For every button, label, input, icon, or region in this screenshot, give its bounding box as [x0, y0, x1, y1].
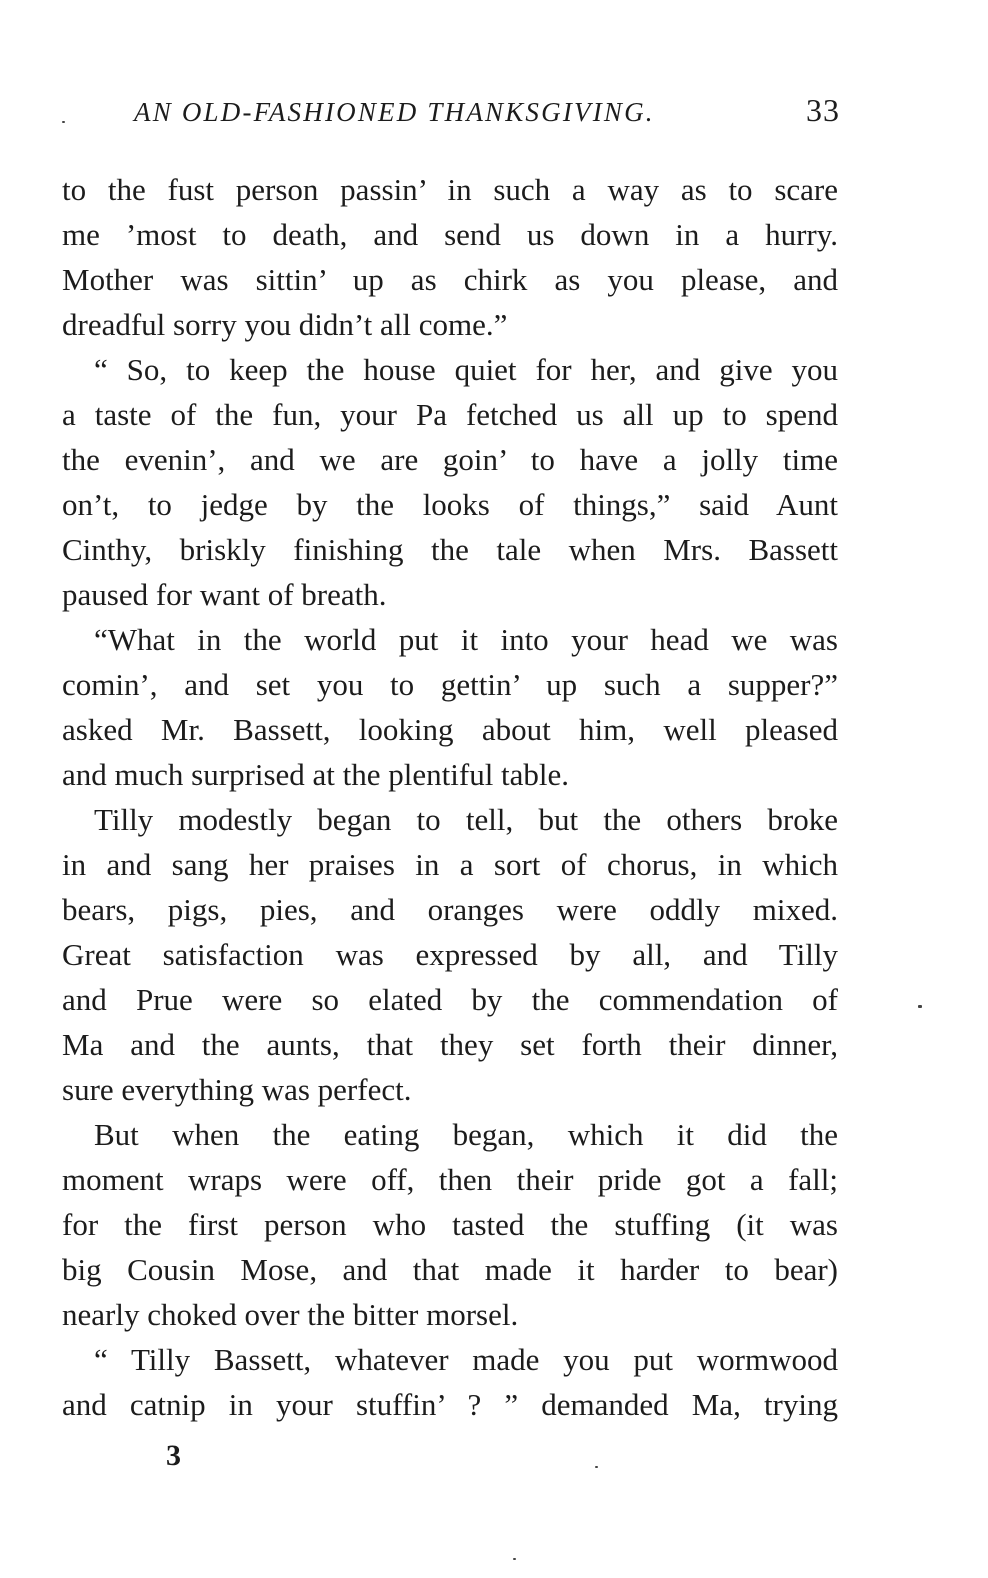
text-line: But when the eating began, which it did the: [94, 1117, 838, 1152]
running-title: AN OLD-FASHIONED THANKSGIVING.: [134, 97, 655, 127]
text-line: paused for want of breath.: [62, 577, 387, 612]
text-line: “ So, to keep the house quiet for her, and give you: [94, 352, 838, 387]
text-line: sure everything was perfect.: [62, 1072, 412, 1107]
text-line: dreadful sorry you didn’t all come.”: [62, 307, 508, 342]
text-line: asked Mr. Bassett, looking about him, well pleased: [62, 712, 838, 747]
text-line: moment wraps were off, then their pride got a fall;: [62, 1162, 838, 1197]
text-line: and much surprised at the plentiful table.: [62, 757, 570, 792]
text-line: me ’most to death, and send us down in a hurry.: [62, 217, 838, 252]
text-line: Cinthy, briskly finishing the tale when Mrs. Bassett: [62, 532, 838, 567]
text-line: for the first person who tasted the stuffing (it was: [62, 1207, 838, 1242]
ink-speck: [595, 1466, 598, 1468]
body-text: [62, 167, 838, 1427]
running-head: [62, 92, 840, 132]
text-line: in and sang her praises in a sort of chorus, in which: [62, 847, 838, 882]
text-line: Tilly modestly began to tell, but the others broke: [94, 802, 838, 837]
signature-mark: 3: [166, 1439, 181, 1472]
text-line: Ma and the aunts, that they set forth their dinner,: [62, 1027, 838, 1062]
text-line: a taste of the fun, your Pa fetched us all up to spend: [62, 397, 838, 432]
text-line: nearly choked over the bitter morsel.: [62, 1297, 519, 1332]
ink-speck: [62, 121, 65, 123]
ink-speck: [513, 1558, 516, 1560]
text-line: “What in the world put it into your head we was: [94, 622, 838, 657]
text-line: the evenin’, and we are goin’ to have a jolly time: [62, 442, 838, 477]
ink-speck: [918, 1005, 922, 1008]
text-line: on’t, to jedge by the looks of things,” said Aunt: [62, 487, 838, 522]
page-number: 33: [806, 92, 840, 128]
text-line: and catnip in your stuffin’ ? ” demanded Ma, trying: [62, 1387, 838, 1422]
text-line: comin’, and set you to gettin’ up such a supper?”: [62, 667, 838, 702]
text-line: “ Tilly Bassett, whatever made you put wormwood: [94, 1342, 838, 1377]
text-line: Great satisfaction was expressed by all, and Tilly: [62, 937, 838, 972]
text-line: bears, pigs, pies, and oranges were oddly mixed.: [62, 892, 838, 927]
text-line: to the fust person passin’ in such a way as to scare: [62, 172, 838, 207]
text-line: and Prue were so elated by the commendation of: [62, 982, 838, 1017]
text-line: big Cousin Mose, and that made it harder to bear): [62, 1252, 838, 1287]
text-line: Mother was sittin’ up as chirk as you please, and: [62, 262, 838, 297]
